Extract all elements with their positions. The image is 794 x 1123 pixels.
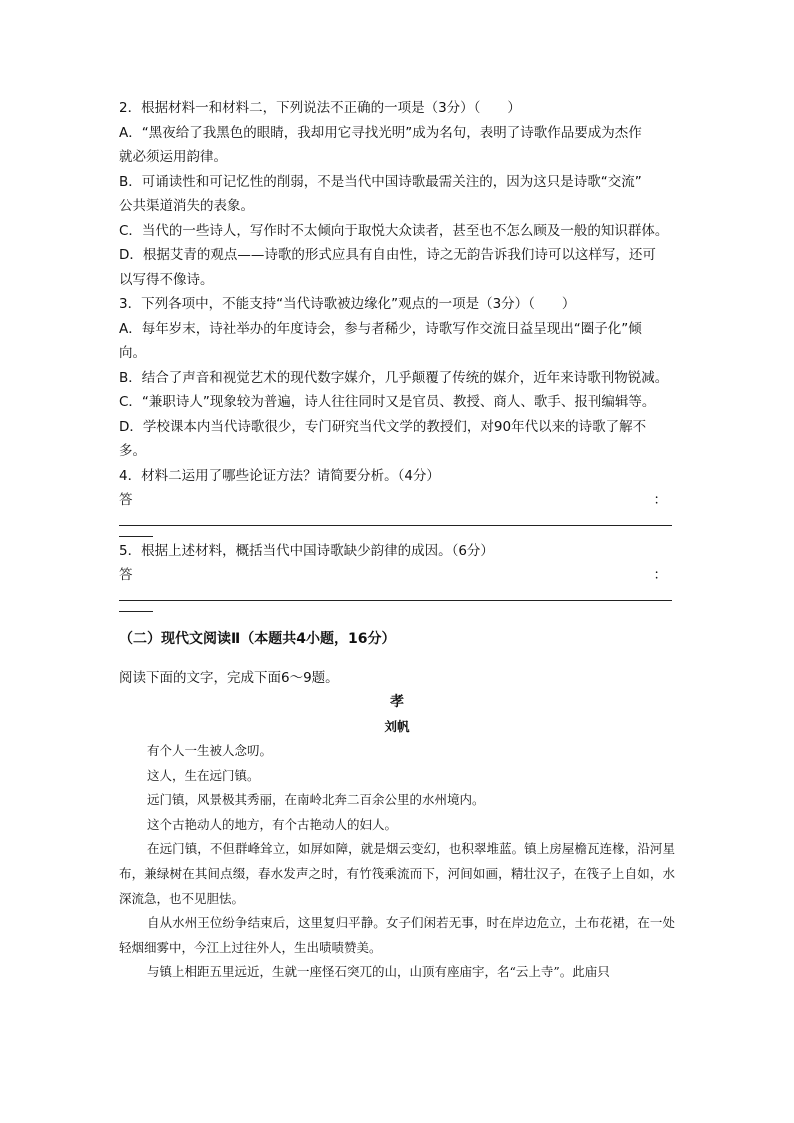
story-title: 孝 bbox=[390, 694, 404, 710]
q2-option-b-line2: 公共渠道消失的表象。 bbox=[119, 198, 254, 214]
q3-option-d-line2: 多。 bbox=[119, 443, 146, 459]
q2-option-a-line2: 就必须运用韵律。 bbox=[119, 149, 227, 165]
section-heading: （二）现代文阅读Ⅱ（本题共4小题，16分） bbox=[119, 630, 396, 647]
q4-answer-colon: ： bbox=[653, 492, 667, 508]
q2-option-a-line1: A．“黑夜给了我黑色的眼睛，我却用它寻找光明”成为名句，表明了诗歌作品要成为杰作 bbox=[119, 124, 642, 141]
q4-answer-line-end bbox=[119, 536, 153, 537]
q5-answer-label: 答 bbox=[119, 567, 133, 583]
section-instruction: 阅读下面的文字，完成下面6～9题。 bbox=[119, 669, 339, 686]
exam-page bbox=[119, 96, 675, 985]
q5-answer-colon: ： bbox=[653, 567, 667, 583]
story-paragraph: 与镇上相距五里远近，生就一座怪石突兀的山，山顶有座庙宇，名“云上寺”。此庙只 bbox=[147, 964, 610, 980]
story-paragraph: 这人，生在远门镇。 bbox=[147, 767, 260, 783]
q2-option-b-line1: B．可诵读性和可记忆性的削弱，不是当代中国诗歌最需关注的，因为这只是诗歌“交流” bbox=[119, 173, 642, 190]
story-author: 刘帆 bbox=[384, 718, 410, 734]
story-paragraph: 远门镇，风景极其秀丽，在南岭北奔二百余公里的水州境内。 bbox=[147, 792, 485, 808]
q3-stem: 3．下列各项中，不能支持“当代诗歌被边缘化”观点的一项是（3分）（ ） bbox=[119, 296, 576, 312]
q4-stem: 4．材料二运用了哪些论证方法？请简要分析。（4分） bbox=[119, 467, 440, 484]
q3-option-a-line2: 向。 bbox=[119, 345, 146, 361]
story-paragraph: 自从水州王位纷争结束后，这里复归平静。女子们闲若无事，时在岸边危立，土布花裙，在一处轻烟细雾中，今江上过往外人，生出啧啧赞美。 bbox=[119, 915, 675, 955]
q2-option-d-line1: D．根据艾青的观点——诗歌的形式应具有自由性，诗之无韵告诉我们诗可以这样写，还可 bbox=[119, 247, 656, 263]
q4-answer-row bbox=[119, 488, 667, 513]
q2-stem: 2．根据材料一和材料二，下列说法不正确的一项是（3分）（ ） bbox=[119, 100, 521, 116]
q3-option-b: B．结合了声音和视觉艺术的现代数字媒介，几乎颠覆了传统的媒介，近年来诗歌刊物锐减。 bbox=[119, 369, 669, 386]
story-paragraph: 这个古艳动人的地方，有个古艳动人的妇人。 bbox=[147, 816, 398, 832]
q5-answer-line-end bbox=[119, 611, 153, 612]
q5-answer-line[interactable] bbox=[119, 588, 672, 601]
q4-answer-label: 答 bbox=[119, 492, 133, 508]
q3-option-d-line1: D．学校课本内当代诗歌很少，专门研究当代文学的教授们，对90年代以来的诗歌了解不 bbox=[119, 418, 647, 435]
q5-answer-row bbox=[119, 563, 667, 588]
q4-answer-line[interactable] bbox=[119, 513, 672, 526]
story-paragraph: 有个人一生被人念叨。 bbox=[147, 743, 273, 758]
story-paragraph: 在远门镇，不但群峰耸立，如屏如障，就是烟云变幻，也积翠堆蓝。镇上房屋檐瓦连椽，沿河星布，兼绿树在其间点缀，春水发声之时，有竹筏乘流而下，河间如画，精壮汉子，在筏子上自如，水深流急，也不见胆怯。 bbox=[119, 841, 675, 906]
q2-option-c: C．当代的一些诗人，写作时不太倾向于取悦大众读者，甚至也不怎么顾及一般的知识群体。 bbox=[119, 222, 669, 239]
q5-stem: 5．根据上述材料，概括当代中国诗歌缺少韵律的成因。（6分） bbox=[119, 542, 494, 559]
q3-option-a-line1: A．每年岁末，诗社举办的年度诗会，参与者稀少，诗歌写作交流日益呈现出“圈子化”倾 bbox=[119, 320, 642, 337]
q2-option-d-line2: 以写得不像诗。 bbox=[119, 271, 214, 288]
q3-option-c: C．“兼职诗人”现象较为普遍，诗人往往同时又是官员、教授、商人、歌手、报刊编辑等。 bbox=[119, 394, 656, 410]
